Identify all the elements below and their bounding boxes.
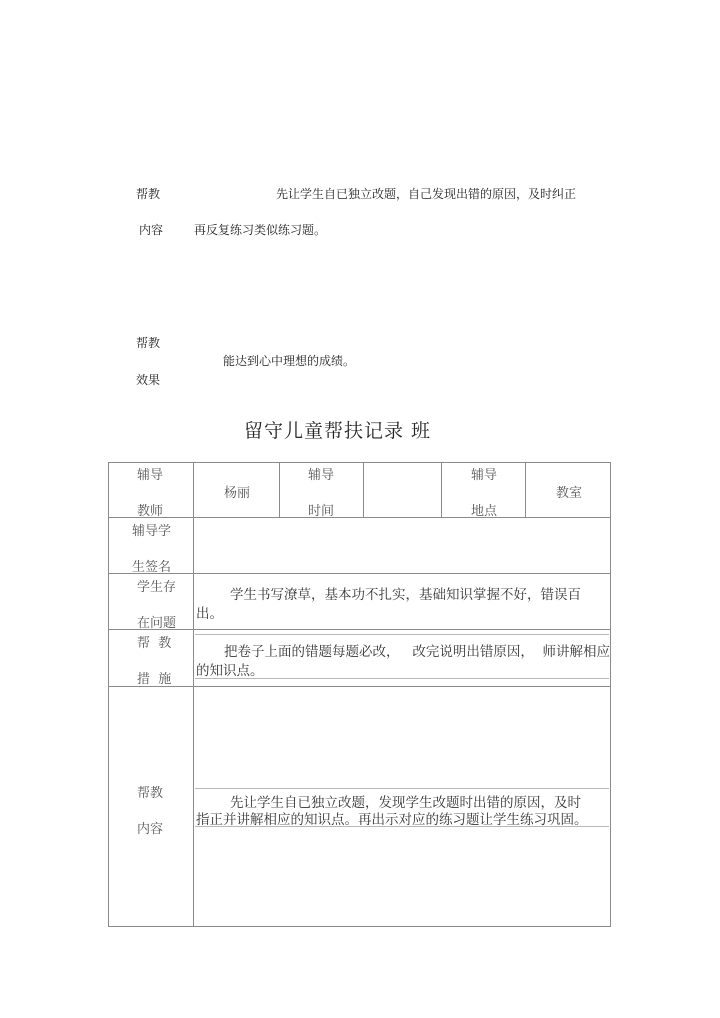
measure-text-line2: 的知识点。 xyxy=(196,663,264,679)
row3-text: 能达到心中理想的成绩。 xyxy=(223,354,356,368)
row1-label: 帮教 xyxy=(136,187,161,201)
content-label-2: 内容 xyxy=(137,822,164,837)
tutor-time-label-2: 时间 xyxy=(308,504,335,519)
page-title: 留守儿童帮扶记录 班 xyxy=(244,420,432,442)
measure-label-1: 帮 教 xyxy=(137,636,172,651)
problem-label-2: 在问题 xyxy=(137,616,177,631)
tutor-teacher-value: 杨丽 xyxy=(224,486,251,501)
row2-text: 再反复练习类似练习题。 xyxy=(194,223,327,237)
problem-text-line2: 出。 xyxy=(196,606,223,622)
tutor-teacher-label-2: 教师 xyxy=(137,504,164,519)
row3-label: 帮教 xyxy=(136,336,161,350)
content-text-line2: 指正并讲解相应的知识点。再出示对应的练习题让学生练习巩固。 xyxy=(196,812,588,828)
tutor-place-value: 教室 xyxy=(556,486,583,501)
content-text-line1: 先让学生自已独立改题，发现学生改题时出错的原因，及时 xyxy=(230,795,581,811)
row2-label: 内容 xyxy=(139,223,164,237)
content-label-1: 帮教 xyxy=(137,786,164,801)
tutor-place-label-1: 辅导 xyxy=(471,468,498,483)
problem-label-1: 学生存 xyxy=(137,580,177,595)
tutor-teacher-label-1: 辅导 xyxy=(137,468,164,483)
measure-label-2: 措 施 xyxy=(137,672,172,687)
measure-text-line1: 把卷子上面的错题每题必改， 改完说明出错原因， 师讲解相应 xyxy=(224,644,610,660)
tutor-time-label-1: 辅导 xyxy=(308,468,335,483)
signature-label-2: 生签名 xyxy=(132,560,172,575)
problem-text-line1: 学生书写潦草，基本功不扎实，基础知识掌握不好，错误百 xyxy=(230,587,581,603)
row1-text: 先让学生自已独立改题，自己发现出错的原因，及时纠正 xyxy=(276,187,577,201)
signature-label-1: 辅导学 xyxy=(132,524,172,539)
row4-label: 效果 xyxy=(136,373,161,387)
tutor-place-label-2: 地点 xyxy=(471,504,498,519)
